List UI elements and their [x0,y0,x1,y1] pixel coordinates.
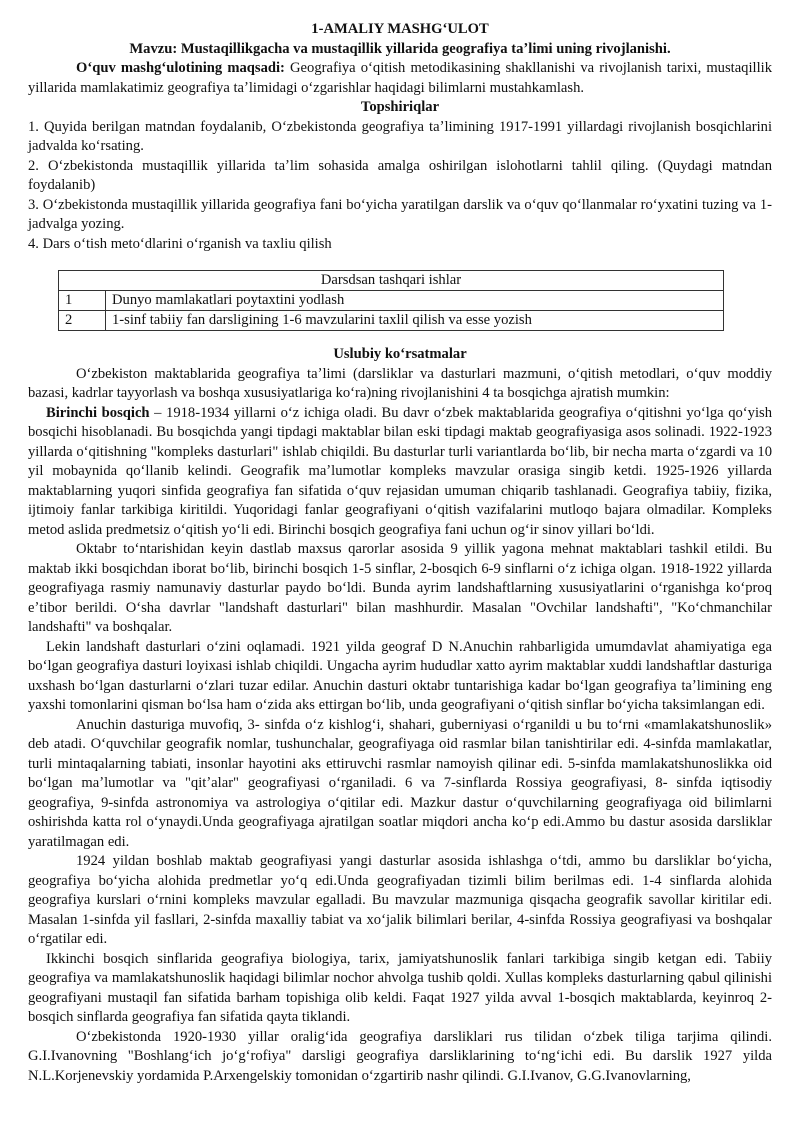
body-paragraph [28,404,772,541]
goal-label: Oʻquv mashgʻulotining maqsadi: [76,60,285,76]
table-row [59,291,724,311]
body-paragraph: Oʻzbekistonda 1920-1930 yillar oraligʻida geografiya darsliklari rus tilidan oʻzbek tiliga tarjima qilindi. G.I.Ivanovning "Boshlangʻich joʻgʻrofiya" darsligi geografiya darsliklarining toʻngʻichi edi. Bu darslik 1927 yilda N.L.Korjenevskiy yordamida P.Arxengelskiy tomonidan oʻzgartirib nashr qilindi. G.I.Ivanov, G.G.Ivanovlarning, [28,1028,772,1084]
stage-text: – 1918-1934 yillarni oʻz ichiga oladi. Bu davr oʻzbek maktablarida geografiya oʻqitishni yoʻlga qoʻyish bosqichi hisoblanadi. Bu bosqichda yangi tipdagi maktablar bilan eski tipdagi maktab geografiyasiga asos solinadi. 1922-1923 yillarda oʻqitishning "kompleks dasturlari" ishlab chiqildi. Bu dasturlar turli variantlarda boʻlib, bir necha marta oʻzgardi va 10 yil mobaynida qoʻllanib kelindi. Geografik maʼlumotlar kompleks mavzular orasiga singib ketdi. 1925-1926 yillarda maktablarning yuqori sinfida geografiya fan sifatida oʻquv rejasidan umuman chiqarib tashlanadi. Geografiya tabiiy, fizika, ijtimoiy fanlar tarkibiga kiritildi. Yuqoridagi fanlar geografiyani oʻqitish vazifalarini mutloqo bajara olmadilar. Kompleks metod aslida predmetsiz oʻqitish yoʻli edi. Birinchi bosqich geografiya fani uchun ogʻir sinov yillari boʻldi. [28,404,772,538]
body-paragraph: 1924 yildan boshlab maktab geografiyasi yangi dasturlar asosida ishlashga oʻtdi, ammo bu darsliklar boʻyicha, geografiya boʻyicha alohida predmetlar yoʻq edi.Unda geografiyadan tizimli bilim berilmas edi. 1-4 sinflarda alohida geografiya kurslari oʻrnini kompleks mavzular egalladi. Bu mavzular mazmuniga qisqacha geografik savollar kiritilar edi. Masalan 1-sinfda yil fasllari, 2-sinfda maxalliy tabiat va xoʻjalik bilimlari berilar, 4-sinfda Rossiya geografiyasi va boshqalar oʻrgatilar edi. [28,853,772,947]
body-paragraph: Anuchin dasturiga muvofiq, 3- sinfda oʻz kishlogʻi, shahari, guberniyasi oʻrganildi u bu toʻrni «mamlakatshunoslik» deb atadi. Oʻquvchilar geografik nomlar, tushunchalar, geografiyaga oid rasmlar bilan tanishtirilar edi. 4-sinfda mamlakatlar, turli mintaqalarning tabiati, insonlar hayotini aks ettiruvchi rasmlar namoyish qilinar edi. 5-sinfda mamlakatshunoslikka oid boʻlgan maʼlumotlar va "qitʼalar" geografiyasi oʻrganiladi. 6 va 7-sinflarda Rossiya geografiyasi, 8- sinfda iqtisodiy geografiya, 9-sinfda astronomiya va astrologiya oʻqitilar edi. Mazkur dastur oʻquvchilarning geografiyaga oid bilimlarni oshirishda katta rol oʻynaydi.Unda geografiyaga ajratilgan soatlar miqdori ancha koʻp edi.Ammo bu dastur asosida darsliklar yaratilmagan edi. [28,716,772,850]
topic-line: Mavzu: Mustaqillikgacha va mustaqillik yillarida geografiya taʼlimi uning rivojlanishi. [129,40,671,57]
stage-label: Birinchi bosqich [46,404,150,421]
task-item: 1. Quyida berilgan matndan foydalanib, Oʻzbekistonda geografiya taʼlimining 1917-1991 yillardagi rivojlanish bosqichlarini jadvalda koʻrsating. [28,118,772,154]
table-cell-num: 2 [59,311,106,331]
table-header-row [59,271,724,291]
method-heading: Uslubiy koʻrsatmalar [333,346,467,362]
task-item: 3. Oʻzbekistonda mustaqillik yillarida geografiya fani boʻyicha yaratilgan darslik va oʻquv qoʻllanmalar roʻyxatini tuzing va 1-jadvalga yozing. [28,196,772,232]
goal-text: Geografiya oʻqitish metodikasining shakllanishi va rivojlanish tarixi, mustaqillik yillarida mamlakatimiz geografiya taʼlimidagi oʻzgarishlar haqidagi bilimlarni mustahkamlash. [28,60,772,96]
body-paragraph: Oʻzbekiston maktablarida geografiya taʼlimi (darsliklar va dasturlari mazmuni, oʻqitish metodlari, oʻquv moddiy bazasi, kadrlar tayyorlash va boshqa xususiyatlariga koʻra)ning rivojlanishini 4 ta bosqichga ajratish mumkin: [28,365,772,401]
body-paragraph: Oktabr toʻntarishidan keyin dastlab maxsus qarorlar asosida 9 yillik yagona mehnat maktablari tashkil etildi. Bu maktab ikki bosqichdan iborat boʻlib, birinchi bosqich 1-5 sinflar, 2-bosqich 6-9 sinflarni oʻz ichiga olgan. 1918-1922 yillarda geografiyaga rasmiy namunaviy dasturlar paydo boʻldi. Bunda ayrim landshaftlarning xususiyatlarini oʻrganishga koʻproq eʼtibor berildi. Oʻsha davrlar "landshaft dasturlari" bilan mashhurdir. Masalan "Ovchilar landshafti", "Koʻchmanchilar landshafti" va boshqalar. [28,541,772,635]
body-paragraph: Lekin landshaft dasturlari oʻzini oqlamadi. 1921 yilda geograf D N.Anuchin rahbarligida umumdavlat ahamiyatiga ega boʻlgan geografiya dasturi loyixasi ishlab chiqildi. Ungacha ayrim hududlar xatto ayrim maktablar xuddi landshaftlar dasturiga uxshash boʻlgan dasturlarni oʻzlari tuzar edilar. Anuchin dasturi oktabr tuntarishiga kadar boʻlgan geografiya taʼlimining eng yaxshi tomonlarini qisman boʻlsa ham oʻzida aks ettirgan boʻlib, unda geografiyani oʻqitish sinflar boʻyicha taksimlangan edi. [28,638,772,713]
task-item: 2. Oʻzbekistonda mustaqillik yillarida taʼlim sohasida amalga oshirilgan islohotlarni tahlil qiling. (Quydagi matndan foydalanib) [28,157,772,193]
goal-paragraph [28,59,772,98]
task-item: 4. Dars oʻtish metoʻdlarini oʻrganish va taxliu qilish [28,235,332,252]
document-title: 1-AMALIY MASHGʻULOT [311,21,489,37]
table-header: Darsdsan tashqari ishlar [59,271,724,291]
body-paragraph: Ikkinchi bosqich sinflarida geografiya biologiya, tarix, jamiyatshunoslik fanlari tarkibiga singib ketgan edi. Tabiiy geografiya va mamlakatshunoslik haqidagi bilimlar nochor ahvolga tushib qoldi. Xullas kompleks dasturlarning qabul qilinishi geografiyani mustaqil fan sifatida barham topishiga olib keldi. Faqat 1927 yilda avval 1-bosqich maktablarda, keyinroq 2-bosqich sinflarda geografiya fan sifatida qayta tiklandi. [28,950,772,1025]
table-cell-text: 1-sinf tabiiy fan darsligining 1-6 mavzularini taxlil qilish va esse yozish [106,311,724,331]
table-cell-text: Dunyo mamlakatlari poytaxtini yodlash [106,291,724,311]
table-row [59,311,724,331]
tasks-heading: Topshiriqlar [360,99,440,115]
activities-table [58,270,724,331]
table-cell-num: 1 [59,291,106,311]
